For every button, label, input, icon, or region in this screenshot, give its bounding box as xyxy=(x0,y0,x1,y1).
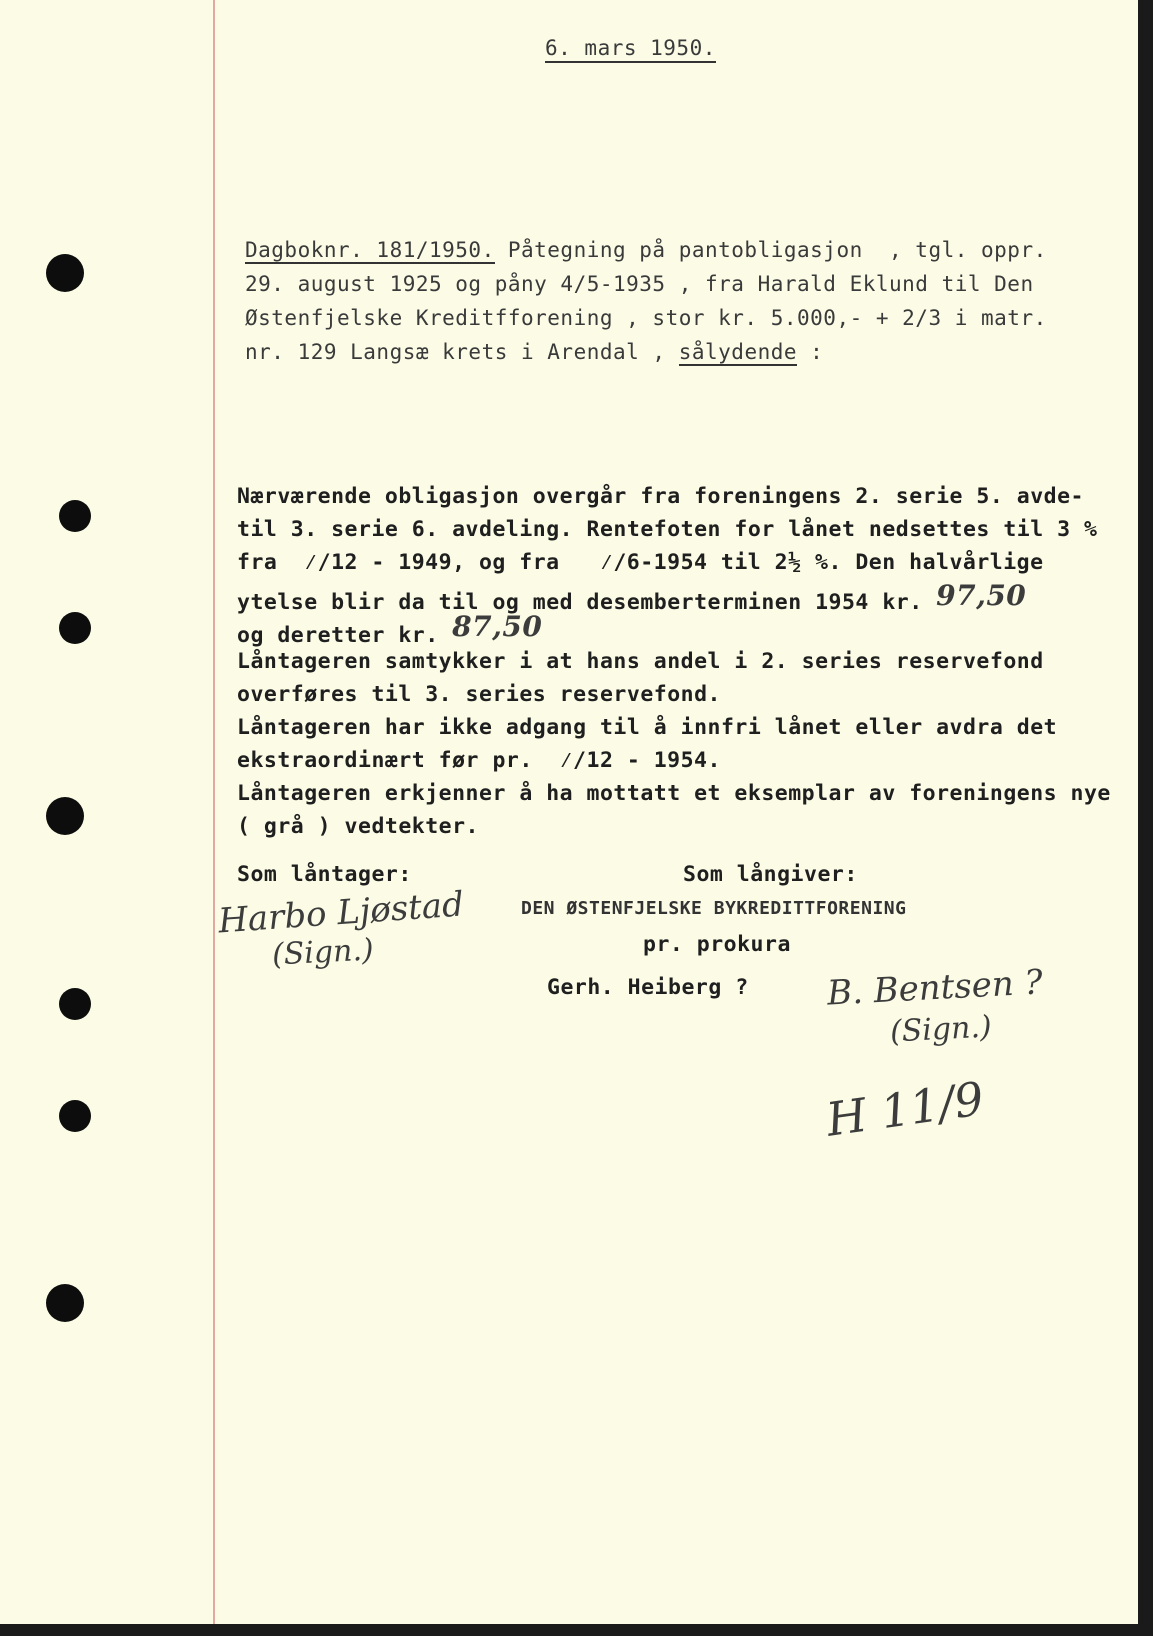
lender-label: Som långiver: xyxy=(683,862,858,887)
borrower-signature: Harbo Ljøstad xyxy=(216,884,466,942)
margin-rule xyxy=(213,0,215,1624)
header-line-1 xyxy=(245,238,1047,262)
handwritten-initials: H 11/9 xyxy=(823,1071,988,1147)
lender-signature: B. Bentsen ? xyxy=(826,962,1044,1014)
header-line-4 xyxy=(245,340,823,364)
body-line-11: ( grå ) vedtekter. xyxy=(237,814,479,839)
underlined-word: sålydende xyxy=(678,340,798,364)
punch-hole xyxy=(46,1284,84,1322)
punch-hole xyxy=(59,612,91,644)
handwritten-amount-2: 87,50 xyxy=(452,610,543,643)
body-line-1: Nærværende obligasjon overgår fra foreningens 2. serie 5. avde- xyxy=(237,484,1084,509)
handwritten-amount-1: 97,50 xyxy=(936,579,1027,612)
borrower-sign-note: (Sign.) xyxy=(271,932,375,973)
punch-hole xyxy=(46,797,84,835)
prokura-line: pr. prokura xyxy=(643,932,791,957)
punch-hole xyxy=(59,1100,91,1132)
header-line-3: Østenfjelske Kreditfforening , stor kr. 5.000,- + 2/3 i matr. xyxy=(245,306,1047,330)
header-line-2: 29. august 1925 og påny 4/5-1935 , fra Harald Eklund til Den xyxy=(245,272,1034,296)
header-line-4-end: : xyxy=(797,340,824,364)
header-line-1-text: Påtegning på pantobligasjon , tgl. oppr. xyxy=(494,238,1047,262)
body-line-7: overføres til 3. series reservefond. xyxy=(237,682,721,707)
diary-number: Dagboknr. 181/1950. xyxy=(245,238,495,262)
body-line-8: Låntageren har ikke adgang til å innfri lånet eller avdra det xyxy=(237,715,1058,740)
body-line-6: Låntageren samtykker i at hans andel i 2. series reservefond xyxy=(237,649,1044,674)
lender-sign-note: (Sign.) xyxy=(889,1009,993,1050)
body-line-4 xyxy=(237,579,1027,616)
signer-name: Gerh. Heiberg ? xyxy=(547,975,749,1000)
punch-hole xyxy=(59,988,91,1020)
punch-hole xyxy=(59,500,91,532)
body-line-3: fra ⁄/12 - 1949, og fra ⁄/6-1954 til 2½ %. Den halvårlige xyxy=(237,550,1044,575)
borrower-label: Som låntager: xyxy=(237,862,412,887)
body-line-9: ekstraordinært før pr. ⁄/12 - 1954. xyxy=(237,748,721,773)
body-line-5 xyxy=(237,610,543,649)
header-line-4-text: nr. 129 Langsæ krets i Arendal , xyxy=(245,340,679,364)
body-line-5-text: og deretter kr. xyxy=(237,623,439,648)
date-line: 6. mars 1950. xyxy=(545,36,716,63)
punch-hole xyxy=(46,254,84,292)
body-line-10: Låntageren erkjenner å ha mottatt et eksemplar av foreningens nye xyxy=(237,781,1111,806)
body-line-4-text: ytelse blir da til og med desemberterminen 1954 kr. xyxy=(237,590,923,615)
body-line-2: til 3. serie 6. avdeling. Rentefoten for lånet nedsettes til 3 % xyxy=(237,517,1098,542)
company-name: DEN ØSTENFJELSKE BYKREDITTFORENING xyxy=(521,898,907,919)
